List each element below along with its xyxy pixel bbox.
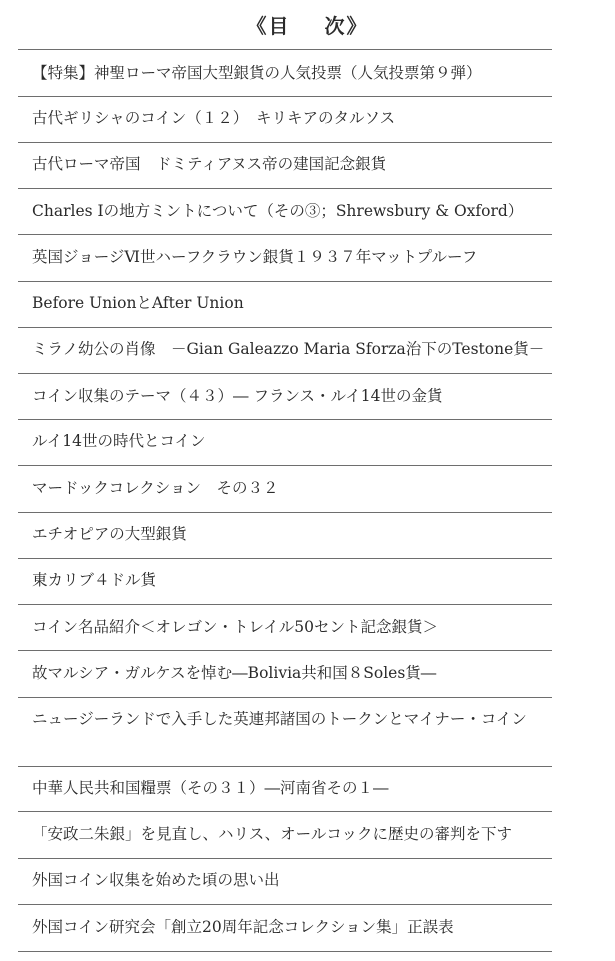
toc-entry: コイン名品紹介＜オレゴン・トレイル50セント記念銀貨＞ bbox=[32, 618, 438, 636]
page-title-open: 《目 bbox=[246, 14, 291, 38]
toc-entry: 「安政二朱銀」を見直し、ハリス、オールコックに歴史の審判を下す bbox=[32, 825, 513, 843]
divider bbox=[18, 951, 552, 952]
toc-entry: Charles Ⅰの地方ミントについて（その③；Shrewsbury & Oxford） bbox=[32, 202, 524, 220]
page-title bbox=[0, 10, 615, 39]
page-title-close: 次》 bbox=[324, 14, 369, 38]
divider bbox=[18, 512, 552, 513]
divider bbox=[18, 858, 552, 859]
toc-entry: ルイ14世の時代とコイン bbox=[32, 432, 206, 450]
divider bbox=[18, 49, 552, 50]
divider bbox=[18, 327, 552, 328]
divider bbox=[18, 419, 552, 420]
divider bbox=[18, 142, 552, 143]
divider bbox=[18, 373, 552, 374]
toc-entry: 東カリブ４ドル貨 bbox=[32, 571, 157, 589]
toc-entry: 古代ローマ帝国 ドミティアヌス帝の建国記念銀貨 bbox=[32, 155, 387, 173]
divider bbox=[18, 904, 552, 905]
divider bbox=[18, 697, 552, 698]
divider bbox=[18, 766, 552, 767]
divider bbox=[18, 650, 552, 651]
toc-entry: エチオピアの大型銀貨 bbox=[32, 525, 187, 543]
toc-entry: コイン収集のテーマ（４３）― フランス・ルイ14世の金貨 bbox=[32, 387, 443, 405]
toc-entry: 故マルシア・ガルケスを悼む―Bolivia共和国８Soles貨― bbox=[32, 664, 437, 682]
toc-entry: 中華人民共和国糧票（その３１）―河南省その１― bbox=[32, 779, 389, 797]
toc-entry: 外国コイン収集を始めた頃の思い出 bbox=[32, 871, 280, 889]
divider bbox=[18, 96, 552, 97]
divider bbox=[18, 465, 552, 466]
toc-entry: Before UnionとAfter Union bbox=[32, 294, 244, 312]
toc-entry: ニュージーランドで入手した英連邦諸国のトークンとマイナー・コイン bbox=[32, 710, 527, 728]
toc-entry: ミラノ幼公の肖像 －Gian Galeazzo Maria Sforza治下のTestone貨－ bbox=[32, 340, 545, 358]
divider bbox=[18, 604, 552, 605]
divider bbox=[18, 811, 552, 812]
toc-entry: 外国コイン研究会「創立20周年記念コレクション集」正誤表 bbox=[32, 918, 454, 936]
toc-entry: 古代ギリシャのコイン（１２） キリキアのタルソス bbox=[32, 109, 396, 127]
divider bbox=[18, 558, 552, 559]
divider bbox=[18, 281, 552, 282]
divider bbox=[18, 234, 552, 235]
divider bbox=[18, 188, 552, 189]
toc-entry: マードックコレクション その３２ bbox=[32, 479, 279, 497]
toc-entry: 【特集】神聖ローマ帝国大型銀貨の人気投票（人気投票第９弾） bbox=[32, 64, 482, 82]
toc-entry: 英国ジョージⅥ世ハーフクラウン銀貨１９３７年マットプルーフ bbox=[32, 248, 478, 266]
